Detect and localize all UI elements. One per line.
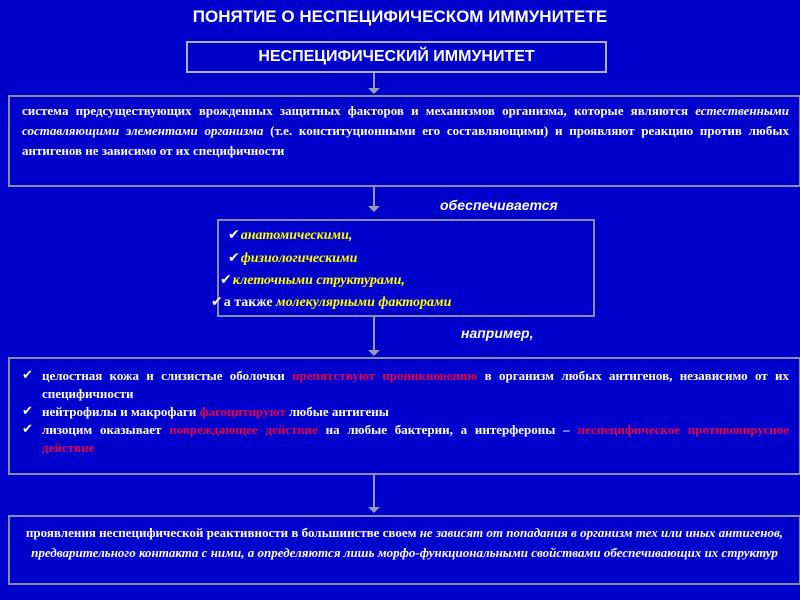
example-text: целостная кожа и слизистые оболочки: [42, 368, 293, 383]
arrow-down-icon: [368, 350, 380, 356]
provided-item-label: анатомическими,: [240, 228, 353, 243]
definition-box: [8, 95, 800, 187]
check-icon: ✔: [22, 404, 33, 419]
provided-item: [220, 272, 405, 289]
provided-item-prefix: а также: [223, 295, 277, 310]
header-box: [186, 41, 607, 73]
definition-italic: естественными составляющими элементами организма: [22, 103, 789, 138]
example-text: нейтрофилы и макрофаги: [42, 404, 200, 419]
example-item: [20, 403, 789, 421]
provided-item: [211, 294, 451, 311]
page-title: ПОНЯТИЕ О НЕСПЕЦИФИЧЕСКОМ ИММУНИТЕТЕ: [192, 7, 608, 26]
check-icon: ✔: [228, 250, 240, 266]
check-icon: ✔: [211, 294, 223, 310]
provided-item-label: молекулярными факторами: [276, 295, 452, 310]
connector-line: [373, 187, 375, 207]
example-item: [20, 367, 789, 403]
connector-line: [373, 317, 375, 351]
check-icon: ✔: [22, 368, 33, 383]
provided-box: [211, 219, 595, 317]
provided-item: [228, 227, 352, 244]
example-highlight: препятствуют проникновению: [292, 368, 478, 383]
arrow-down-icon: [368, 507, 380, 513]
check-icon: ✔: [22, 422, 33, 437]
definition-part1: система предсуществующих врожденных защитных факторов и механизмов организма, которые являются: [22, 103, 696, 118]
example-highlight: неспецифическое противовирусное действие: [42, 422, 789, 455]
provided-item-label: клеточными структурами,: [232, 273, 405, 288]
definition-text: [22, 101, 789, 161]
check-icon: ✔: [228, 227, 240, 243]
conclusion-part1: проявления неспецифической реактивности в большинстве своем: [25, 525, 420, 540]
definition-part3: (т.е. конституционными его составляющими) и проявляют реакцию против любых антигенов не зависимо от их специфичности: [22, 123, 789, 158]
header-box-label: НЕСПЕЦИФИЧЕСКИЙ ИММУНИТЕТ: [258, 48, 535, 65]
conclusion-box: [8, 515, 800, 585]
provided-item-label: физиологическими: [240, 251, 358, 266]
provided-label: обеспечивается: [440, 197, 558, 213]
example-text: лизоцим оказывает: [42, 422, 170, 437]
example-label: например,: [461, 325, 534, 341]
arrow-down-icon: [368, 88, 380, 94]
example-item: [20, 421, 789, 457]
connector-line: [373, 73, 375, 89]
example-highlight: повреждающее действие: [169, 422, 318, 437]
connector-line: [373, 475, 375, 508]
conclusion-text: [22, 523, 787, 563]
example-text: на любые бактерии, а интерфероны –: [317, 422, 578, 437]
provided-item: [228, 250, 357, 267]
example-text: любые антигены: [285, 404, 389, 419]
examples-box: [8, 357, 800, 475]
arrow-down-icon: [368, 206, 380, 212]
example-highlight: фагоцитируют: [199, 404, 286, 419]
check-icon: ✔: [220, 272, 232, 288]
example-text: в организм любых антигенов, независимо от их специфичности: [42, 368, 789, 401]
conclusion-italic: не зависят от попадания в организм тех или иных антигенов, предварительного контакта с ними, а определяются лишь морфо-функциональными свойствами обеспечивающих их структур: [31, 525, 784, 560]
